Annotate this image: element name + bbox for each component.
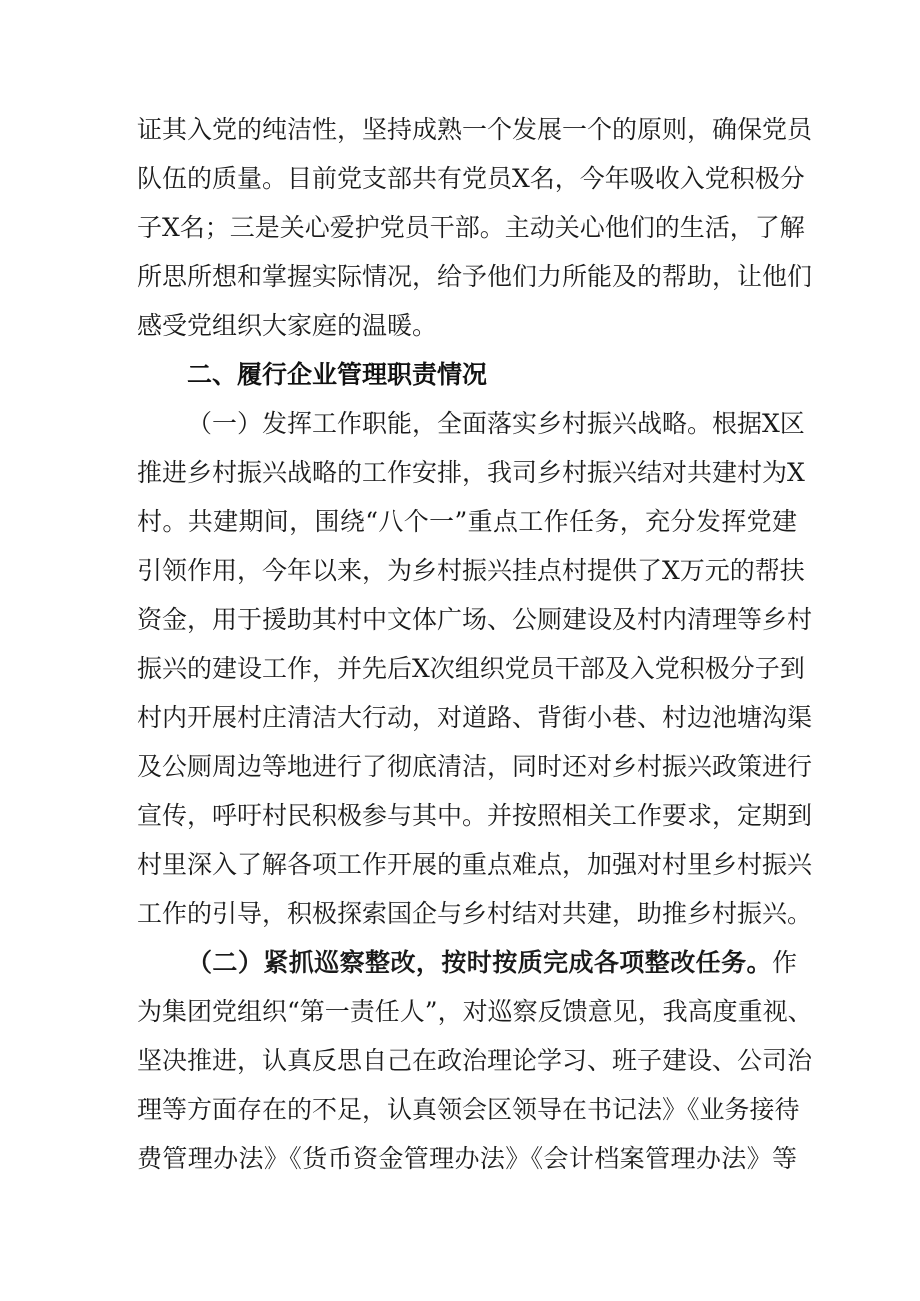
paragraph-line: 子X名；三是关心爱护党员干部。主动关心他们的生活，了解 [137,213,805,242]
paragraph-line: 推进乡村振兴战略的工作安排，我司乡村振兴结对共建村为X [137,458,805,487]
lead-tail-text: 作 [771,948,797,977]
paragraph-line: 感受党组织大家庭的温暖。 [137,311,438,340]
paragraph-line: 村内开展村庄清洁大行动，对道路、背街小巷、村边池塘沟渠 [137,703,813,732]
paragraph-line: （一）发挥工作职能，全面落实乡村振兴战略。根据X区 [187,409,805,438]
paragraph-line: 工作的引导，积极探索国企与乡村结对共建，助推乡村振兴。 [137,899,813,928]
paragraph-line: 坚决推进，认真反思自己在政治理论学习、班子建设、公司治 [137,1046,813,1075]
paragraph-line: 引领作用，今年以来，为乡村振兴挂点村提供了X万元的帮扶 [137,556,805,585]
paragraph-line: 宣传，呼吁村民积极参与其中。并按照相关工作要求，定期到 [137,801,813,830]
paragraph-line: 振兴的建设工作，并先后X次组织党员干部及入党积极分子到 [137,654,805,683]
paragraph-line: 为集团党组织“第一责任人”，对巡察反馈意见，我高度重视、 [137,997,813,1026]
paragraph-line: 证其入党的纯洁性，坚持成熟一个发展一个的原则，确保党员 [137,115,813,144]
paragraph-line: 村里深入了解各项工作开展的重点难点，加强对村里乡村振兴 [137,850,813,879]
paragraph-line: 及公厕周边等地进行了彻底清洁，同时还对乡村振兴政策进行 [137,752,813,781]
paragraph-line: 所思所想和掌握实际情况，给予他们力所能及的帮助，让他们 [137,262,813,291]
paragraph-line: 村。共建期间，围绕“八个一”重点工作任务，充分发挥党建 [137,507,797,536]
paragraph-line-lead [187,944,797,982]
paragraph-line: 队伍的质量。目前党支部共有党员X名，今年吸收入党积极分 [137,164,805,193]
paragraph-line: 理等方面存在的不足，认真领会区领导在书记法》《业务接待 [137,1095,800,1124]
bold-lead-text: （二）紧抓巡察整改，按时按质完成各项整改任务。 [187,948,772,977]
paragraph-line: 费管理办法》《货币资金管理办法》《会计档案管理办法》等 [137,1144,797,1173]
section-heading: 二、履行企业管理职责情况 [187,360,488,389]
paragraph-line: 资金，用于援助其村中文体广场、公厕建设及村内清理等乡村 [137,605,813,634]
